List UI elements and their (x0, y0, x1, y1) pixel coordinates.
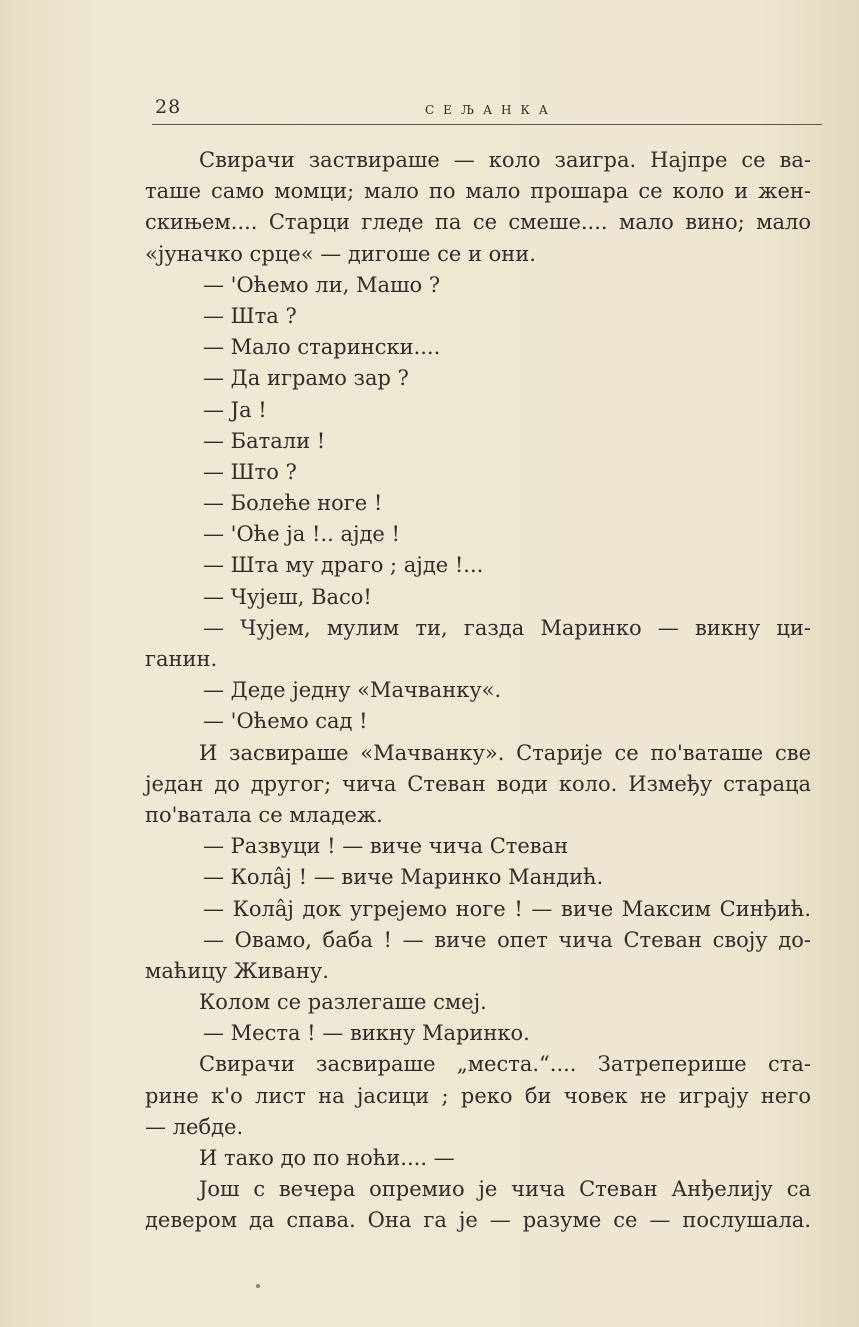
header-rule (152, 124, 822, 125)
text-line: — Батали ! (203, 428, 326, 453)
text-line: — Чујем, мулим ти, газда Маринко — викну ци- (203, 615, 811, 640)
text-line: Свирачи заствираше — коло заигра. Најпре се ва- (199, 148, 811, 172)
text-line: рине к'о лист на јасици ; реко би човек не играју него (145, 1083, 811, 1108)
text-line: — Ја ! (203, 397, 267, 422)
text-line: — Болеће ноге ! (203, 491, 383, 516)
text-line: — Места ! — викну Маринко. (203, 1021, 530, 1046)
text-line: — 'Оћемо сад ! (203, 709, 368, 734)
text-line: — 'Оће ја !.. ајде ! (203, 522, 400, 547)
text-line: — Шта ? (203, 303, 297, 328)
text-line: један до другог; чича Стеван води коло. Између стараца (145, 771, 811, 796)
text-line: таше само момци; мало по мало прошара се коло и жен- (145, 179, 811, 204)
text-line: Колом се разлегаше смеј. (199, 990, 487, 1015)
text-line: И засвираше «Мачванку». Старије се по'ваташе све (199, 740, 811, 765)
text-line: — Колâј док угрејемо ноге ! — виче Максим Синђић. (203, 896, 811, 921)
text-line: — Колâј ! — виче Маринко Мандић. (203, 865, 604, 890)
text-line: по'ватала се младеж. (145, 802, 383, 827)
text-line: — 'Оћемо ли, Машо ? (203, 272, 441, 297)
text-line: ганин. (145, 647, 218, 671)
text-line: — Да играмо зар ? (203, 366, 409, 391)
text-line: — Развуци ! — виче чича Стеван (203, 834, 569, 859)
body-text (145, 145, 811, 1237)
paper-speck (256, 1284, 260, 1288)
text-line: «јуначко срце« — дигоше се и они. (145, 241, 536, 266)
text-line: — Чујеш, Васо! (203, 584, 372, 609)
text-line: скињем.... Старци гледе па се смеше.... мало вино; мало (145, 210, 811, 235)
text-line: — Шта му драго ; ајде !... (203, 553, 484, 578)
text-line: Свирачи засвираше „места.“.... Затреперише ста- (199, 1052, 811, 1077)
text-line: И тако до по ноћи.... — (199, 1146, 455, 1170)
text-line: — Деде једну «Мачванку«. (203, 678, 502, 703)
text-line: — Овамо, баба ! — виче опет чича Стеван своју до- (203, 927, 811, 952)
page-number: 28 (155, 96, 182, 118)
text-line: Још с вечера опремио је чича Стеван Анђелију са (199, 1177, 811, 1202)
text-line: — лебде. (145, 1114, 244, 1139)
text-line: — Што ? (203, 459, 297, 484)
text-line: девером да спава. Она га је — разуме се — послушала. (145, 1208, 811, 1233)
text-line: — Мало старински.... (203, 335, 441, 360)
running-head: СЕЉАНКА (425, 103, 557, 117)
text-line: маћицу Живану. (145, 958, 329, 983)
